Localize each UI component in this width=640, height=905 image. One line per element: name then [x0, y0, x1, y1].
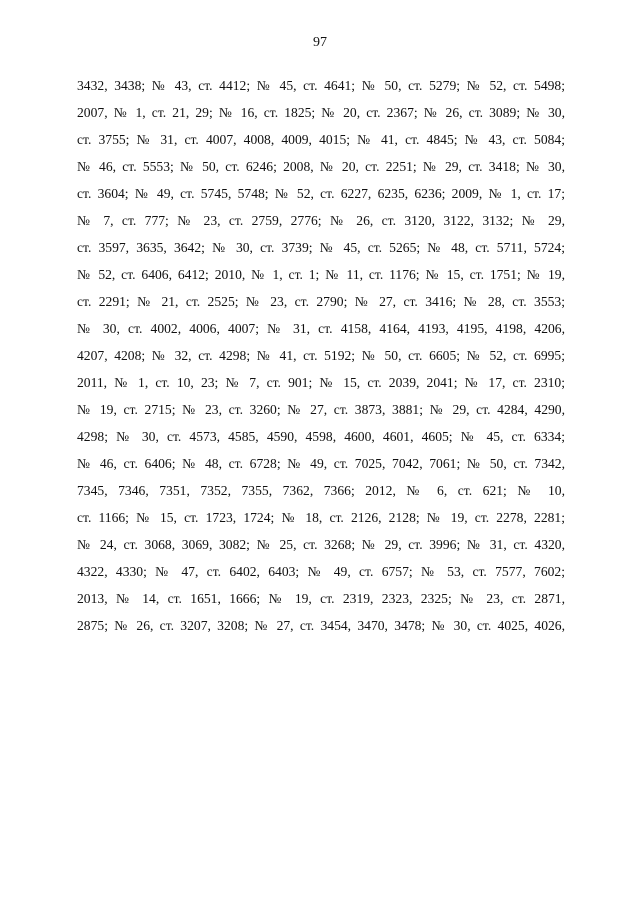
text-line: 4322, 4330; № 47, ст. 6402, 6403; № 49, ст. 6757; № 53, ст. 7577, 7602; [77, 564, 565, 579]
text-line: № 7, ст. 777; № 23, ст. 2759, 2776; № 26, ст. 3120, 3122, 3132; № 29, [77, 213, 565, 228]
text-line: 2875; № 26, ст. 3207, 3208; № 27, ст. 3454, 3470, 3478; № 30, ст. 4025, 4026, [77, 618, 565, 633]
text-line: 4207, 4208; № 32, ст. 4298; № 41, ст. 5192; № 50, ст. 6605; № 52, ст. 6995; [77, 348, 565, 363]
text-line: ст. 3755; № 31, ст. 4007, 4008, 4009, 4015; № 41, ст. 4845; № 43, ст. 5084; [77, 132, 565, 147]
text-line: ст. 3597, 3635, 3642; № 30, ст. 3739; № 45, ст. 5265; № 48, ст. 5711, 5724; [77, 240, 565, 255]
text-line: ст. 2291; № 21, ст. 2525; № 23, ст. 2790; № 27, ст. 3416; № 28, ст. 3553; [77, 294, 565, 309]
text-line: № 52, ст. 6406, 6412; 2010, № 1, ст. 1; № 11, ст. 1176; № 15, ст. 1751; № 19, [77, 267, 565, 282]
text-line: № 19, ст. 2715; № 23, ст. 3260; № 27, ст. 3873, 3881; № 29, ст. 4284, 4290, [77, 402, 565, 417]
text-line: 2007, № 1, ст. 21, 29; № 16, ст. 1825; № 20, ст. 2367; № 26, ст. 3089; № 30, [77, 105, 565, 120]
text-line: № 46, ст. 6406; № 48, ст. 6728; № 49, ст. 7025, 7042, 7061; № 50, ст. 7342, [77, 456, 565, 471]
text-line: 2011, № 1, ст. 10, 23; № 7, ст. 901; № 15, ст. 2039, 2041; № 17, ст. 2310; [77, 375, 565, 390]
text-line: 7345, 7346, 7351, 7352, 7355, 7362, 7366; 2012, № 6, ст. 621; № 10, [77, 483, 565, 498]
text-line: ст. 1166; № 15, ст. 1723, 1724; № 18, ст. 2126, 2128; № 19, ст. 2278, 2281; [77, 510, 565, 525]
text-line: № 46, ст. 5553; № 50, ст. 6246; 2008, № 20, ст. 2251; № 29, ст. 3418; № 30, [77, 159, 565, 174]
page-number: 97 [313, 35, 327, 50]
text-line: 2013, № 14, ст. 1651, 1666; № 19, ст. 2319, 2323, 2325; № 23, ст. 2871, [77, 591, 565, 606]
body-text [77, 72, 565, 639]
text-line: № 24, ст. 3068, 3069, 3082; № 25, ст. 3268; № 29, ст. 3996; № 31, ст. 4320, [77, 537, 565, 552]
text-line: 4298; № 30, ст. 4573, 4585, 4590, 4598, 4600, 4601, 4605; № 45, ст. 6334; [77, 429, 565, 444]
text-line: 3432, 3438; № 43, ст. 4412; № 45, ст. 4641; № 50, ст. 5279; № 52, ст. 5498; [77, 78, 565, 93]
text-line: ст. 3604; № 49, ст. 5745, 5748; № 52, ст. 6227, 6235, 6236; 2009, № 1, ст. 17; [77, 186, 565, 201]
text-line: № 30, ст. 4002, 4006, 4007; № 31, ст. 4158, 4164, 4193, 4195, 4198, 4206, [77, 321, 565, 336]
